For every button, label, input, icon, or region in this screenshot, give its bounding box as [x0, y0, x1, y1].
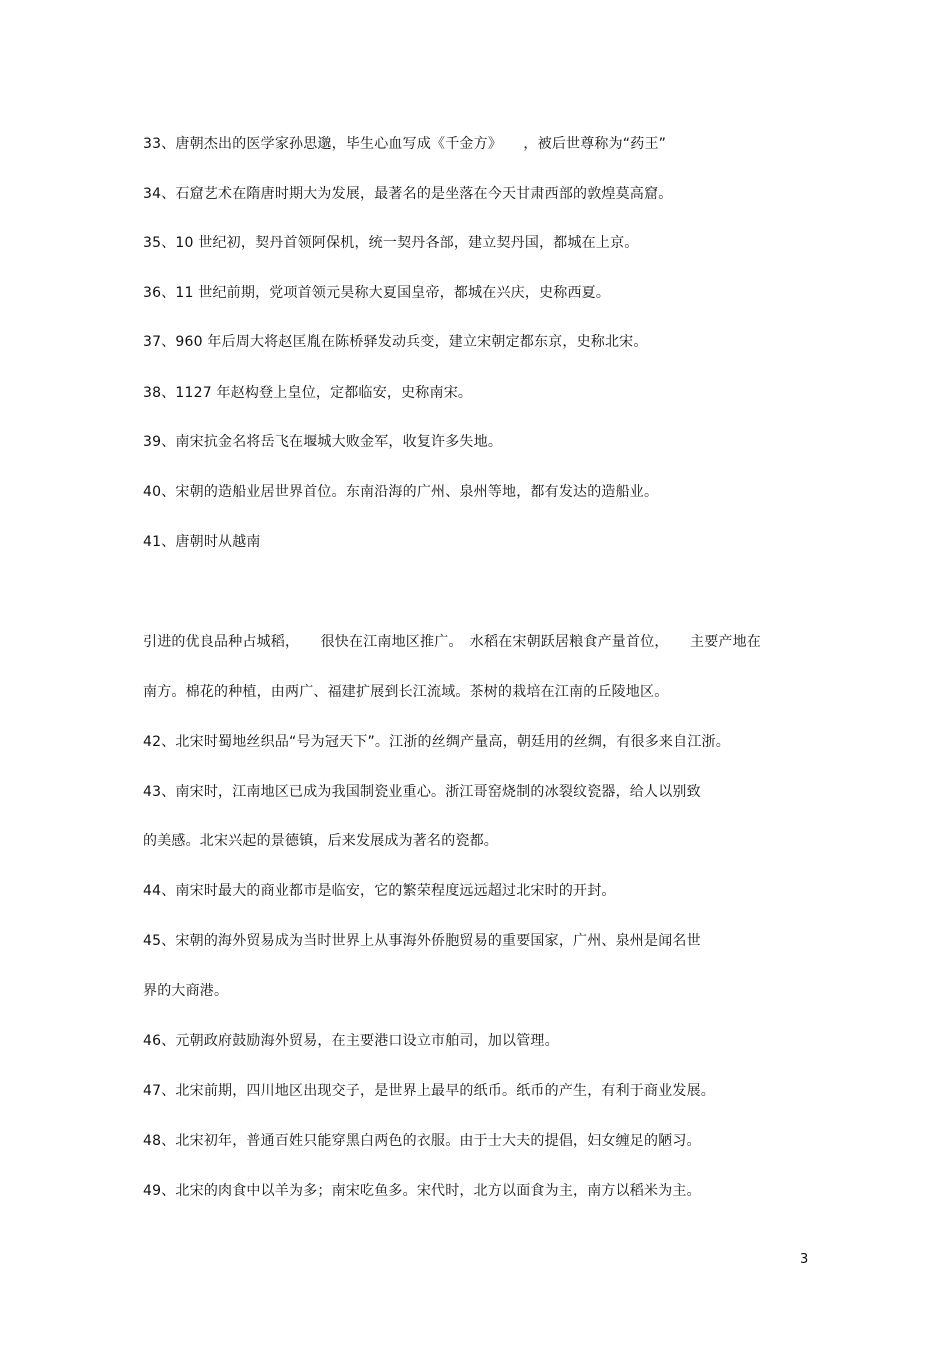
text-line-35: 35、10 世纪初，契丹首领阿保机，统一契丹各部，建立契丹国，都城在上京。: [143, 235, 639, 251]
text-line-47: 47、北宋前期，四川地区出现交子，是世界上最早的纸币。纸币的产生，有利于商业发展。: [143, 1083, 716, 1099]
text-line-45-cont: 界的大商港。: [143, 983, 229, 999]
text-line-49: 49、北宋的肉食中以羊为多；南宋吃鱼多。宋代时，北方以面食为主，南方以稻米为主。: [143, 1183, 701, 1199]
text-line-45: 45、宋朝的海外贸易成为当时世界上从事海外侨胞贸易的重要国家，广州、泉州是闻名世: [143, 933, 701, 949]
text-line-41-cont-2: 南方。棉花的种植，由两广、福建扩展到长江流域。茶树的栽培在江南的丘陵地区。: [143, 684, 669, 700]
text-line-37: 37、960 年后周大将赵匡胤在陈桥驿发动兵变，建立宋朝定都东京，史称北宋。: [143, 334, 648, 350]
text-line-39: 39、南宋抗金名将岳飞在堰城大败金军，收复许多失地。: [143, 434, 503, 450]
text-line-36: 36、11 世纪前期，党项首领元昊称大夏国皇帝，都城在兴庆，史称西夏。: [143, 285, 611, 301]
text-line-41-cont-1: 引进的优良品种占城稻， 很快在江南地区推广。 水稻在宋朝跃居粮食产量首位， 主要产地在: [143, 634, 761, 650]
text-line-42: 42、北宋时蜀地丝织品“号为冠天下”。江浙的丝绸产量高，朝廷用的丝绸，有很多来自江浙。: [143, 734, 730, 750]
text-line-43-cont: 的美感。北宋兴起的景德镇，后来发展成为著名的瓷都。: [143, 833, 498, 849]
page-number: 3: [800, 1252, 809, 1267]
text-line-34: 34、石窟艺术在隋唐时期大为发展，最著名的是坐落在今天甘肃西部的敦煌莫高窟。: [143, 186, 673, 202]
text-line-43: 43、南宋时，江南地区已成为我国制瓷业重心。浙江哥窑烧制的冰裂纹瓷器，给人以别致: [143, 784, 701, 800]
text-line-41: 41、唐朝时从越南: [143, 534, 261, 550]
text-line-48: 48、北宋初年，普通百姓只能穿黑白两色的衣服。由于士大夫的提倡，妇女缠足的陋习。: [143, 1133, 701, 1149]
text-line-46: 46、元朝政府鼓励海外贸易，在主要港口设立市舶司，加以管理。: [143, 1033, 559, 1049]
text-line-40: 40、宋朝的造船业居世界首位。东南沿海的广州、泉州等地，都有发达的造船业。: [143, 484, 659, 500]
text-line-33: 33、唐朝杰出的医学家孙思邈，毕生心血写成《千金方》 ，被后世尊称为“药王”: [143, 136, 667, 152]
text-line-38: 38、1127 年赵构登上皇位，定都临安，史称南宋。: [143, 385, 473, 401]
text-line-44: 44、南宋时最大的商业都市是临安，它的繁荣程度远远超过北宋时的开封。: [143, 883, 616, 899]
